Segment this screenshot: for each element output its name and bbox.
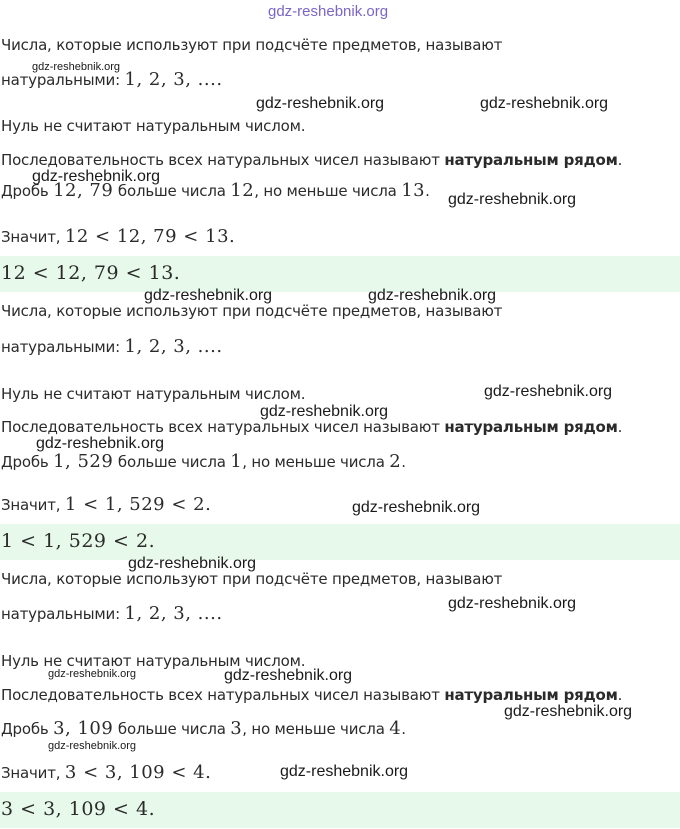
punctuation: . <box>617 151 623 169</box>
text: Дробь <box>1 720 54 738</box>
answer-inequality: 12 < 12, 79 < 13. <box>1 262 181 284</box>
definition-text: Последовательность всех натуральных чисел называют <box>1 686 445 704</box>
definition-text: Числа, которые используют при подсчёте предметов, называют <box>1 302 503 320</box>
watermark: gdz-reshebnik.org <box>48 668 137 680</box>
lower-bound: 3 <box>230 718 243 739</box>
conclusion <box>1 763 211 783</box>
natural-series-definition <box>1 685 622 705</box>
text: Значит, <box>1 228 65 246</box>
fraction-statement <box>1 452 406 472</box>
natural-numbers-line <box>1 604 223 624</box>
watermark: gdz-reshebnik.org <box>36 435 165 452</box>
conclusion <box>1 227 235 247</box>
watermark: gdz-reshebnik.org <box>224 667 353 684</box>
text: , но меньше числа <box>242 453 390 471</box>
answer-highlight <box>0 524 680 560</box>
punctuation: . <box>401 453 406 471</box>
watermark: gdz-reshebnik.org <box>144 287 273 304</box>
label-text: натуральными: <box>1 605 125 623</box>
watermark: gdz-reshebnik.org <box>448 191 577 208</box>
conclusion <box>1 495 211 515</box>
text: больше числа <box>113 720 231 738</box>
bold-term: натуральным рядом <box>444 151 618 169</box>
label-text: натуральными: <box>1 71 125 89</box>
watermark: gdz-reshebnik.org <box>128 555 257 572</box>
upper-bound: 2 <box>389 451 402 472</box>
text: Значит, <box>1 496 65 514</box>
watermark: gdz-reshebnik.org <box>32 168 161 185</box>
zero-note: Нуль не считают натуральным числом. <box>1 652 306 670</box>
answer-inequality: 3 < 3, 109 < 4. <box>1 798 156 820</box>
text: , но меньше числа <box>254 182 402 200</box>
bold-term: натуральным рядом <box>444 418 618 436</box>
upper-bound: 4 <box>389 718 402 739</box>
watermark: gdz-reshebnik.org <box>256 95 385 112</box>
text: Дробь <box>1 453 54 471</box>
answer-inequality: 1 < 1, 529 < 2. <box>1 530 156 552</box>
zero-note: Нуль не считают натуральным числом. <box>1 385 306 403</box>
watermark: gdz-reshebnik.org <box>32 61 121 73</box>
watermark: gdz-reshebnik.org <box>368 287 497 304</box>
watermark: gdz-reshebnik.org <box>260 403 389 420</box>
punctuation: . <box>617 418 623 436</box>
inequality: 3 < 3, 109 < 4. <box>64 762 212 783</box>
watermark: gdz-reshebnik.org <box>480 95 609 112</box>
lower-bound: 1 <box>230 451 243 472</box>
text: , но меньше числа <box>242 720 390 738</box>
text: Значит, <box>1 764 65 782</box>
math-sequence: 1, 2, 3, .... <box>124 603 223 624</box>
watermark: gdz-reshebnik.org <box>48 740 137 752</box>
natural-numbers-line <box>1 337 223 357</box>
answer-highlight <box>0 792 680 828</box>
text: Дробь <box>1 182 54 200</box>
punctuation: . <box>617 686 623 704</box>
math-sequence: 1, 2, 3, .... <box>124 336 223 357</box>
definition-text: Последовательность всех натуральных чисел называют <box>1 418 445 436</box>
answer-highlight <box>0 256 680 292</box>
fraction-value: 12, 79 <box>53 180 114 201</box>
upper-bound: 13 <box>401 180 426 201</box>
zero-note: Нуль не считают натуральным числом. <box>1 117 306 135</box>
watermark: gdz-reshebnik.org <box>280 763 409 780</box>
lower-bound: 12 <box>230 180 255 201</box>
watermark: gdz-reshebnik.org <box>268 3 389 20</box>
bold-term: натуральным рядом <box>444 686 618 704</box>
math-sequence: 1, 2, 3, .... <box>124 69 223 90</box>
punctuation: . <box>425 182 430 200</box>
definition-text: Числа, которые используют при подсчёте предметов, называют <box>1 570 503 588</box>
watermark: gdz-reshebnik.org <box>352 499 481 516</box>
natural-series-definition <box>1 150 622 170</box>
watermark: gdz-reshebnik.org <box>504 703 633 720</box>
watermark: gdz-reshebnik.org <box>448 595 577 612</box>
inequality: 12 < 12, 79 < 13. <box>64 226 236 247</box>
fraction-value: 3, 109 <box>53 718 114 739</box>
label-text: натуральными: <box>1 338 125 356</box>
text: больше числа <box>113 182 231 200</box>
text: больше числа <box>113 453 231 471</box>
definition-text: Числа, которые используют при подсчёте предметов, называют <box>1 36 503 54</box>
natural-numbers-line <box>1 70 223 90</box>
definition-text: Последовательность всех натуральных чисел называют <box>1 151 445 169</box>
watermark: gdz-reshebnik.org <box>484 383 613 400</box>
punctuation: . <box>401 720 406 738</box>
fraction-statement <box>1 719 406 739</box>
fraction-value: 1, 529 <box>53 451 114 472</box>
inequality: 1 < 1, 529 < 2. <box>64 494 212 515</box>
